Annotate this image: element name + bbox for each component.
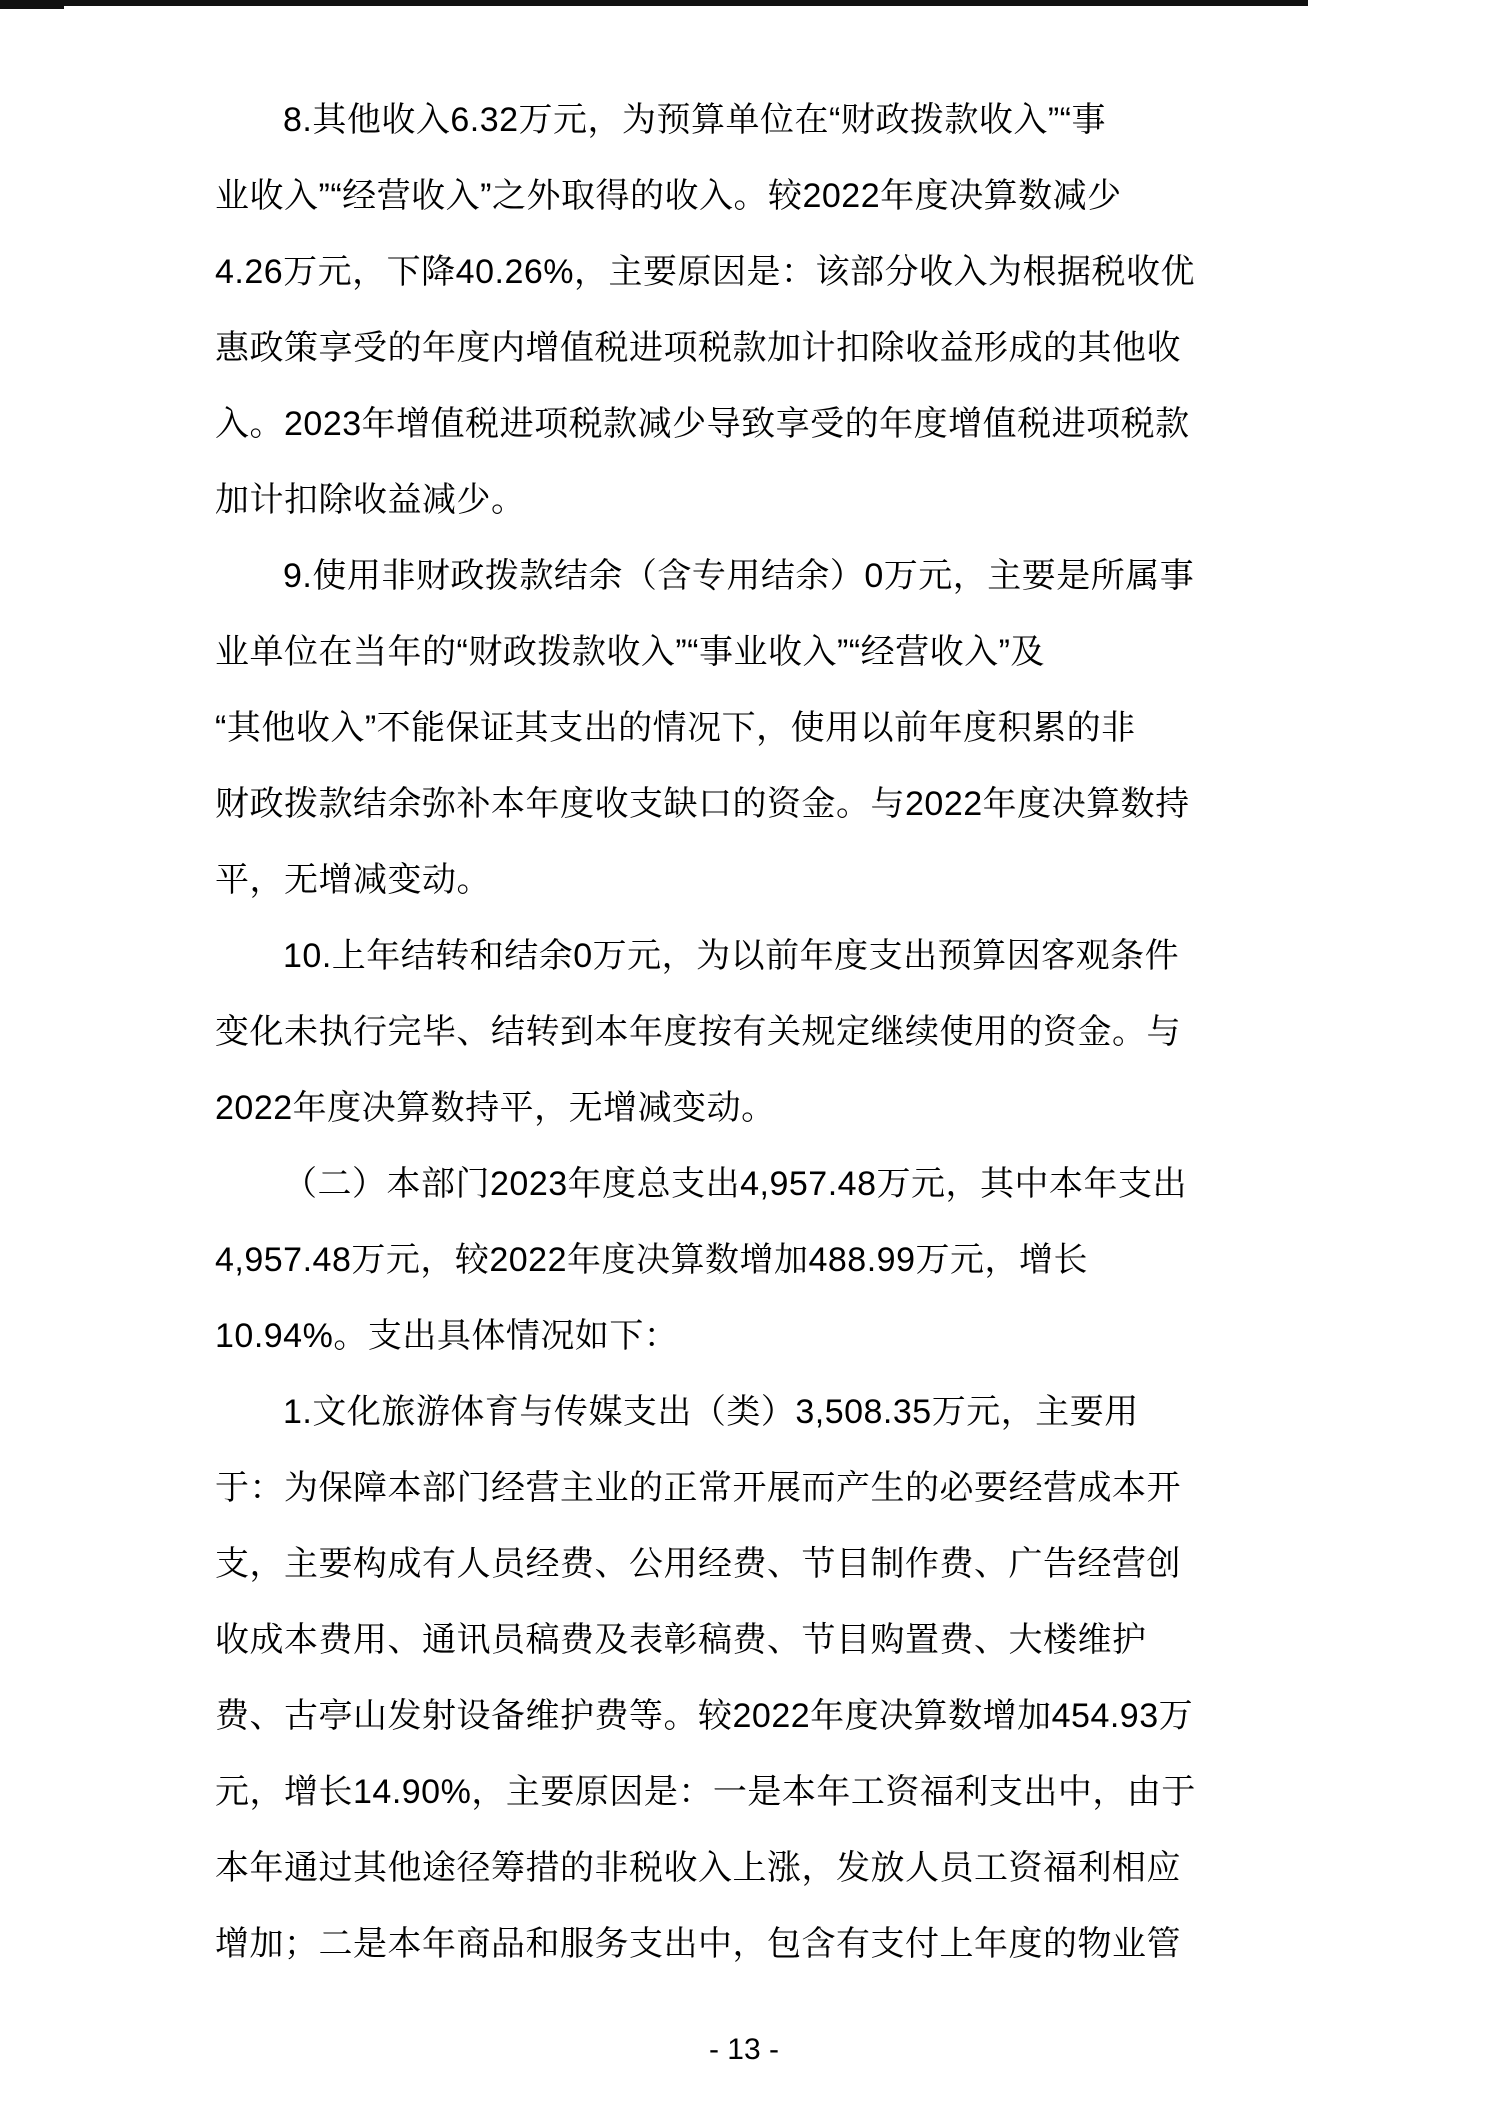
text-line: 9.使用非财政拨款结余（含专用结余）0万元，主要是所属事 [283,557,1195,595]
text-line: 4.26万元，下降40.26%，主要原因是：该部分收入为根据税收优 [215,253,1195,291]
text-line: 变化未执行完毕、结转到本年度按有关规定继续使用的资金。与 [215,1013,1181,1051]
paragraph [215,1374,1291,1982]
text-line: 加计扣除收益减少。 [215,481,526,519]
text-line: （二）本部门2023年度总支出4,957.48万元，其中本年支出 [283,1165,1187,1203]
text-line: 业收入”“经营收入”之外取得的收入。较2022年度决算数减少 [215,177,1122,215]
page-number: - 13 - [708,2033,780,2066]
text-line: 增加；二是本年商品和服务支出中，包含有支付上年度的物业管 [215,1925,1181,1963]
text-line: 元，增长14.90%，主要原因是：一是本年工资福利支出中，由于 [215,1773,1196,1811]
paragraph [215,82,1291,538]
text-line: 支，主要构成有人员经费、公用经费、节目制作费、广告经营创 [215,1545,1181,1583]
paragraph [215,918,1291,1146]
scan-artifact-left-nub [0,0,64,9]
text-line: 2022年度决算数持平，无增减变动。 [215,1089,776,1127]
text-line: 4,957.48万元，较2022年度决算数增加488.99万元，增长 [215,1241,1088,1279]
text-line: 费、古亭山发射设备维护费等。较2022年度决算数增加454.93万 [215,1697,1194,1735]
text-line: 1.文化旅游体育与传媒支出（类）3,508.35万元，主要用 [283,1393,1139,1431]
text-line: 业单位在当年的“财政拨款收入”“事业收入”“经营收入”及 [215,633,1045,671]
text-line: 平，无增减变动。 [215,861,491,899]
paragraph [215,538,1291,918]
text-line: 10.上年结转和结余0万元，为以前年度支出预算因客观条件 [283,937,1180,975]
text-line: 10.94%。支出具体情况如下： [215,1317,679,1355]
text-line: 8.其他收入6.32万元，为预算单位在“财政拨款收入”“事 [283,101,1106,139]
text-line: 收成本费用、通讯员稿费及表彰稿费、节目购置费、大楼维护 [215,1621,1147,1659]
scan-artifact-top-bar [0,0,1308,6]
document-body [215,82,1291,1982]
text-line: 财政拨款结余弥补本年度收支缺口的资金。与2022年度决算数持 [215,785,1190,823]
text-line: 本年通过其他途径筹措的非税收入上涨，发放人员工资福利相应 [215,1849,1181,1887]
text-line: “其他收入”不能保证其支出的情况下，使用以前年度积累的非 [215,709,1136,747]
text-line: 入。2023年增值税进项税款减少导致享受的年度增值税进项税款 [215,405,1190,443]
paragraph [215,1146,1291,1374]
text-line: 于：为保障本部门经营主业的正常开展而产生的必要经营成本开 [215,1469,1181,1507]
text-line: 惠政策享受的年度内增值税进项税款加计扣除收益形成的其他收 [215,329,1181,367]
